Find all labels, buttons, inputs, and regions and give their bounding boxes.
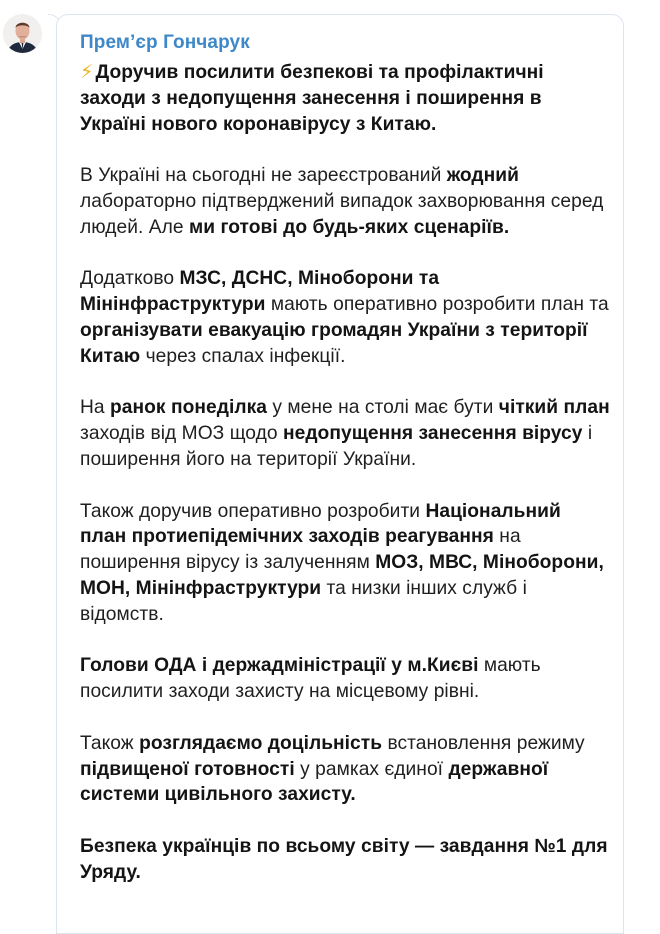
text: і поширення його на території України. [80,423,593,470]
channel-avatar[interactable] [3,14,42,53]
text: В Україні на сьогодні не зареєстрований [80,165,447,187]
message-paragraph [80,731,610,808]
message-body [80,60,610,886]
text: мають посилити заходи захисту на місцевому рівні. [80,655,541,703]
bold-text: Національний план протиепідемічних заходів реагування [80,500,561,548]
bold-text: Безпека українців по всьому світу — завдання №1 для Уряду. [80,835,608,883]
message-content [80,28,610,911]
text: лабораторно підтверджений випадок захворювання серед людей. Але [80,190,604,238]
text: встановлення режиму [382,732,585,754]
bold-text: державної системи цивільного захисту. [80,758,549,806]
message-paragraph [80,653,610,705]
text: у мене на столі має бути [266,397,499,419]
bold-text: МОЗ, МВС, Міноборони, МОН, Мінінфраструктури [80,552,604,599]
bold-text: підвищеної готовності [80,758,295,780]
message-paragraph [80,395,610,472]
text: На [80,397,111,419]
bold-text: чіткий план [498,397,610,419]
text: Також [80,732,140,754]
message-paragraph [80,499,610,628]
bold-text: жодний [446,165,519,187]
text: через спалах інфекції. [140,345,346,367]
message-paragraph [80,834,610,886]
lightning-icon: ⚡ [80,62,94,83]
bold-text: організувати евакуацію громадян України з території Китаю [80,319,588,367]
bold-text: розглядаємо доцільність [139,732,383,754]
text: заходів від МОЗ щодо [80,423,283,445]
bold-text: МЗС, ДСНС, Міноборони та Мінінфраструктури [80,268,440,316]
text: Також доручив оперативно розробити [80,500,426,522]
message-paragraph [80,60,610,137]
bold-text: Голови ОДА і держадміністрації у м.Києві [80,655,479,677]
bold-text: ми готові до будь-яких сценаріїв. [188,216,510,238]
text: мають оперативно розробити план та [265,294,609,316]
text: на поширення вірусу із залученням [80,526,521,574]
bold-text: недопущення занесення вірусу [282,423,583,445]
message-paragraph [80,163,610,240]
bold-text: ранок понеділка [110,397,267,419]
text: Додатково [80,268,180,290]
text: та низки інших служб і відомств. [80,577,527,625]
person-avatar-icon [3,14,42,53]
text: у рамках єдиної [294,758,449,780]
bold-text: Доручив посилити безпекові та профілактичні заходи з недопущення занесення і поширення в Україні нового коронавірусу з Китаю. [80,62,544,135]
channel-author-name[interactable]: Прем’єр Гончарук [80,32,250,53]
message-paragraph [80,266,610,369]
